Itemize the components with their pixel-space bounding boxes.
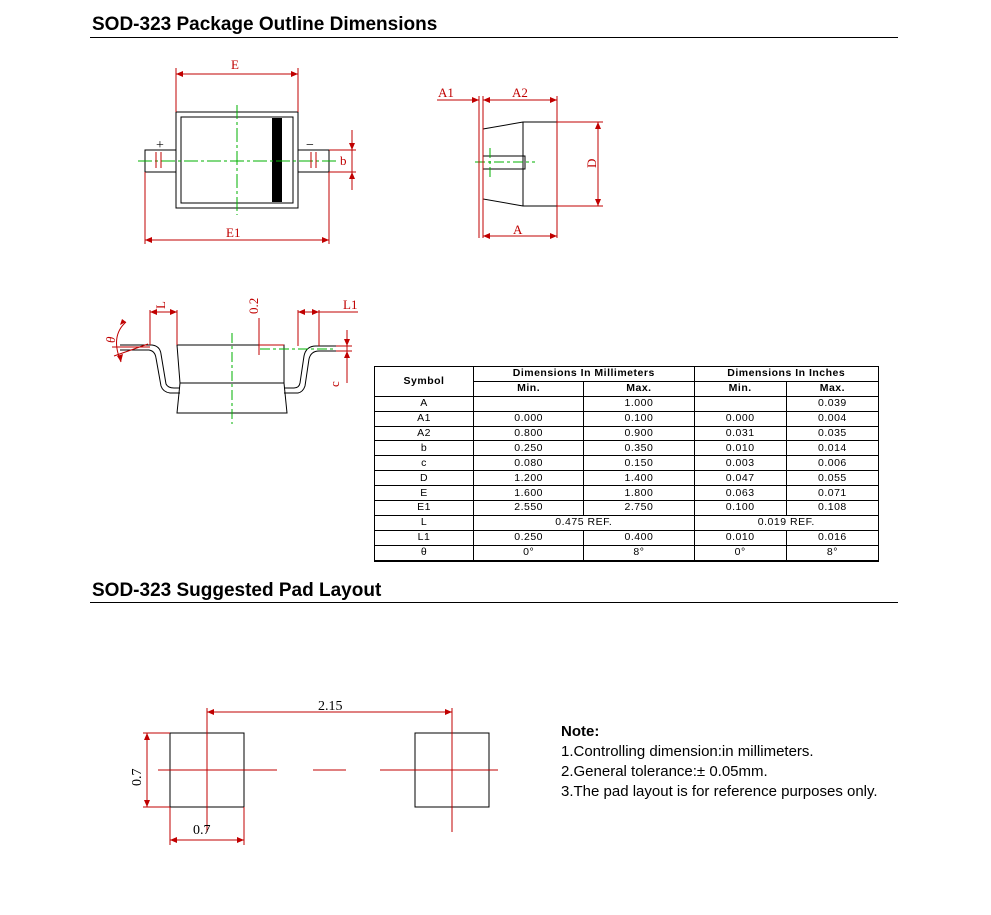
- cell-mm-max: 1.400: [584, 471, 694, 486]
- cell-in-max: 0.006: [786, 456, 878, 471]
- cell-in-max: 0.039: [786, 396, 878, 411]
- cell-mm-min: 0.080: [474, 456, 584, 471]
- cell-mm-min: 1.600: [474, 486, 584, 501]
- dimensions-table: [374, 366, 879, 562]
- table-row: [375, 471, 879, 486]
- anode-plus-label: +: [156, 138, 164, 153]
- dim-label-A2: A2: [512, 85, 528, 100]
- cell-in-min: 0.010: [694, 441, 786, 456]
- table-row: [375, 515, 879, 530]
- cell-in-min: 0.010: [694, 530, 786, 545]
- cell-mm-min: 0.250: [474, 530, 584, 545]
- table-row: [375, 545, 879, 560]
- cell-symbol: L1: [375, 530, 474, 545]
- cell-in-max: 8°: [786, 545, 878, 560]
- cell-in-min: 0°: [694, 545, 786, 560]
- pad-title-rule: [90, 602, 898, 603]
- table-row: [375, 501, 879, 516]
- table-header-row: [375, 367, 879, 382]
- cell-mm-max: 0.100: [584, 411, 694, 426]
- note-block: [561, 722, 878, 802]
- table-row: [375, 396, 879, 411]
- top-view-centerlines: [138, 105, 336, 215]
- note-item: 3.The pad layout is for reference purposes only.: [561, 783, 878, 800]
- cell-in-max: 0.071: [786, 486, 878, 501]
- cell-in-min: [694, 396, 786, 411]
- cell-symbol: L: [375, 515, 474, 530]
- cell-in-min: 0.003: [694, 456, 786, 471]
- header-mm-min: Min.: [474, 381, 584, 396]
- top-view-drawing: [130, 50, 370, 250]
- cell-mm-min: 1.200: [474, 471, 584, 486]
- dim-label-E: E: [231, 57, 239, 72]
- dim-label-L: L: [153, 301, 168, 309]
- cell-mm-max: 0.400: [584, 530, 694, 545]
- cathode-band: [272, 118, 282, 202]
- cell-symbol: c: [375, 456, 474, 471]
- header-in-min: Min.: [694, 381, 786, 396]
- cell-in-max: 0.055: [786, 471, 878, 486]
- table-row: [375, 486, 879, 501]
- pad-height-label: 0.7: [130, 768, 145, 786]
- outline-section-title: SOD-323 Package Outline Dimensions: [92, 14, 438, 35]
- cell-in-ref: 0.019 REF.: [694, 515, 878, 530]
- cell-symbol: D: [375, 471, 474, 486]
- cell-in-min: 0.000: [694, 411, 786, 426]
- dim-label-c: c: [327, 381, 342, 387]
- cell-mm-min: 0.000: [474, 411, 584, 426]
- cell-in-min: 0.031: [694, 426, 786, 441]
- header-symbol: Symbol: [375, 367, 474, 397]
- cell-symbol: E: [375, 486, 474, 501]
- table-row: [375, 411, 879, 426]
- side-body-outline: [483, 122, 557, 206]
- cell-symbol: b: [375, 441, 474, 456]
- cell-mm-min: [474, 396, 584, 411]
- table-row: [375, 530, 879, 545]
- pad-pitch-label: 2.15: [318, 699, 343, 714]
- cell-symbol: A1: [375, 411, 474, 426]
- header-in-max: Max.: [786, 381, 878, 396]
- cell-mm-max: 0.150: [584, 456, 694, 471]
- dim-label-A: A: [513, 222, 523, 237]
- dim-label-L1: L1: [343, 297, 358, 312]
- front-view-drawing: [100, 285, 370, 425]
- cell-in-min: 0.063: [694, 486, 786, 501]
- cell-mm-max: 8°: [584, 545, 694, 560]
- pad-width-label: 0.7: [193, 823, 211, 838]
- cell-mm-min: 0°: [474, 545, 584, 560]
- cell-in-min: 0.100: [694, 501, 786, 516]
- note-item: 2.General tolerance:± 0.05mm.: [561, 763, 768, 780]
- cell-symbol: A2: [375, 426, 474, 441]
- dim-label-D: D: [584, 158, 599, 168]
- header-mm: Dimensions In Millimeters: [474, 367, 695, 382]
- dim-label-theta: θ: [103, 336, 118, 343]
- header-inches: Dimensions In Inches: [694, 367, 878, 382]
- cell-mm-ref: 0.475 REF.: [474, 515, 695, 530]
- cell-symbol: θ: [375, 545, 474, 560]
- cell-symbol: A: [375, 396, 474, 411]
- note-title: Note:: [561, 723, 600, 740]
- cell-mm-max: 0.900: [584, 426, 694, 441]
- cell-in-max: 0.016: [786, 530, 878, 545]
- table-row: [375, 456, 879, 471]
- cathode-minus-label: −: [306, 138, 314, 153]
- note-item: 1.Controlling dimension:in millimeters.: [561, 743, 814, 760]
- table-row: [375, 441, 879, 456]
- cell-mm-max: 0.350: [584, 441, 694, 456]
- cell-symbol: E1: [375, 501, 474, 516]
- cell-mm-max: 1.000: [584, 396, 694, 411]
- cell-in-max: 0.004: [786, 411, 878, 426]
- cell-mm-min: 0.250: [474, 441, 584, 456]
- outline-title-rule: [90, 37, 898, 38]
- cell-mm-max: 1.800: [584, 486, 694, 501]
- table-row: [375, 426, 879, 441]
- dim-label-E1: E1: [226, 225, 241, 240]
- dim-label-clearance: 0.2: [246, 297, 261, 314]
- left-lead: [120, 345, 180, 388]
- cell-in-max: 0.014: [786, 441, 878, 456]
- pad-layout-drawing: [120, 690, 510, 850]
- cell-in-min: 0.047: [694, 471, 786, 486]
- cell-mm-min: 0.800: [474, 426, 584, 441]
- cell-in-max: 0.035: [786, 426, 878, 441]
- dim-label-A1: A1: [438, 85, 454, 100]
- cell-mm-min: 2.550: [474, 501, 584, 516]
- side-view-drawing: [430, 80, 610, 240]
- header-mm-max: Max.: [584, 381, 694, 396]
- cell-mm-max: 2.750: [584, 501, 694, 516]
- pad-section-title: SOD-323 Suggested Pad Layout: [92, 580, 382, 601]
- cell-in-max: 0.108: [786, 501, 878, 516]
- dim-label-b: b: [340, 153, 347, 168]
